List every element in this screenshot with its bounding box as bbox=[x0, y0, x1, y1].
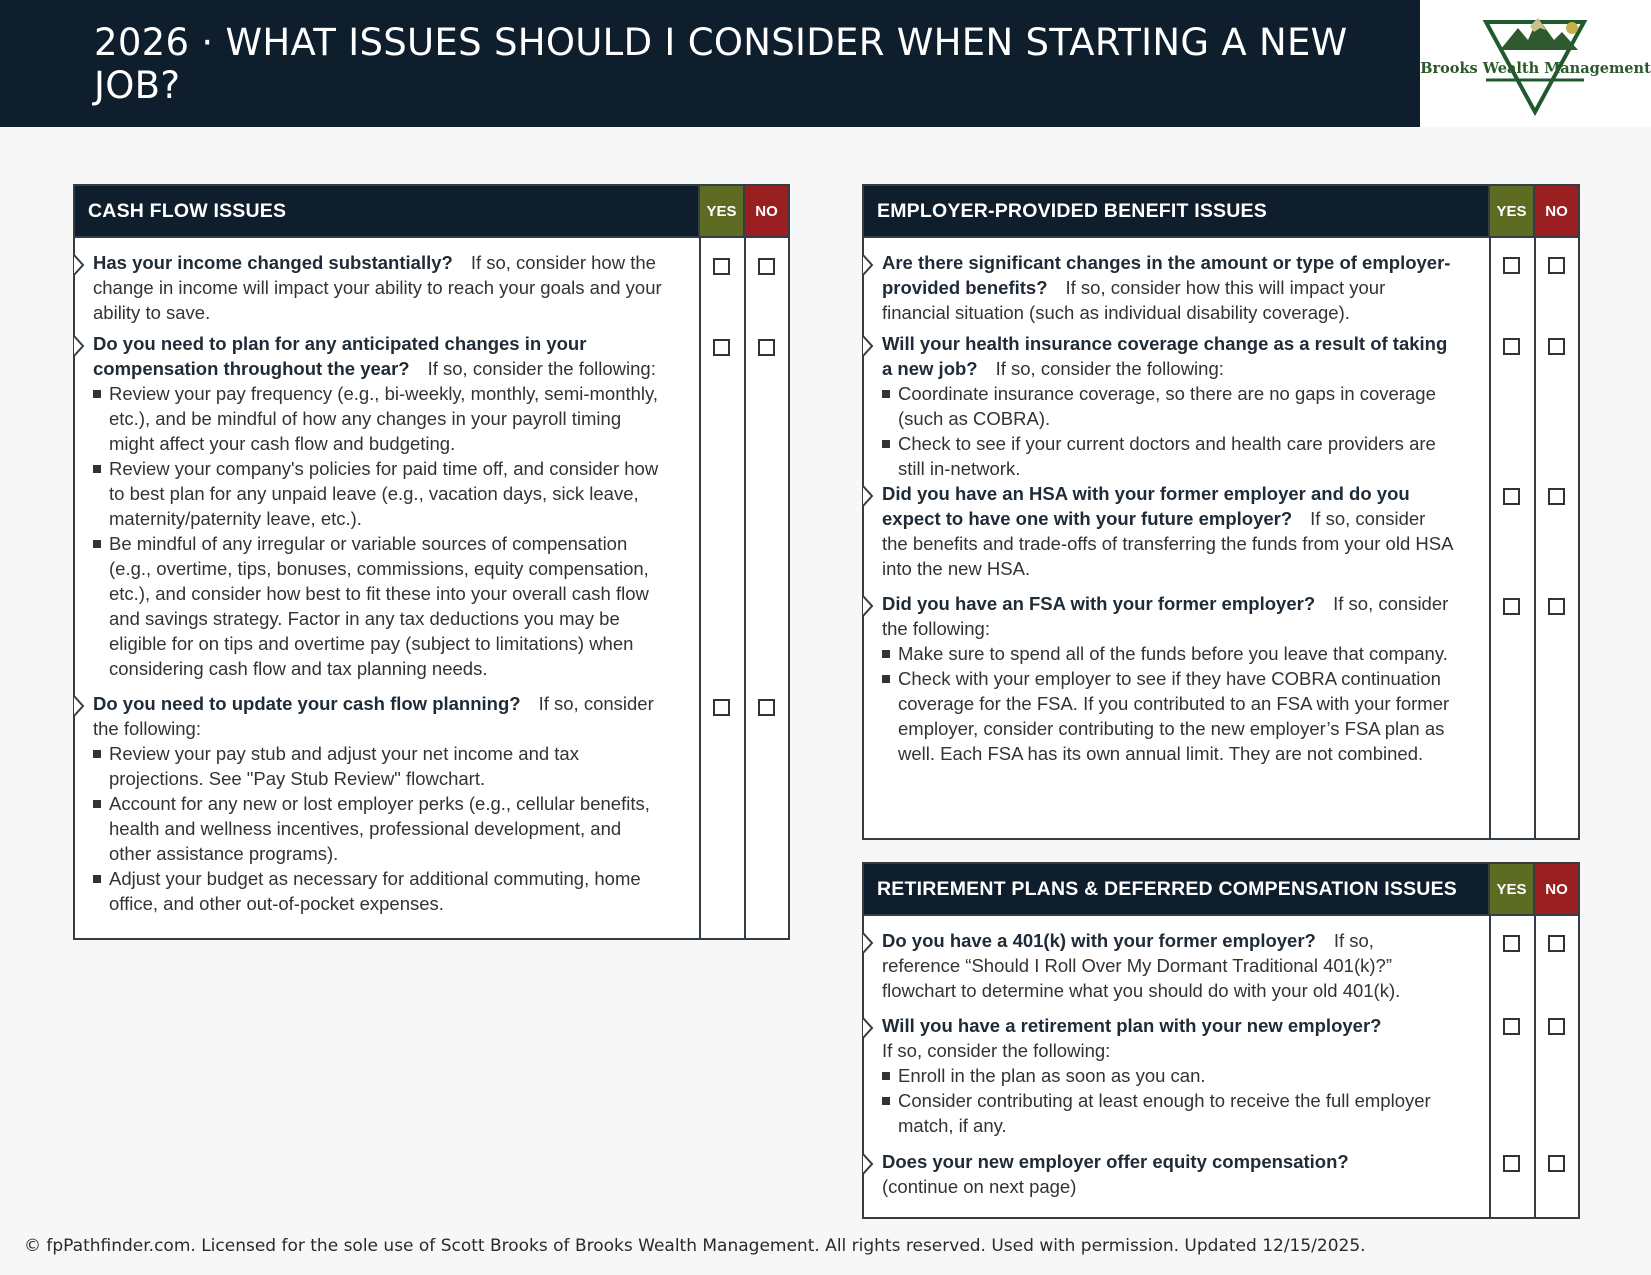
bullet-list bbox=[882, 381, 1456, 481]
bullet-list bbox=[882, 1063, 1456, 1138]
page-header bbox=[0, 0, 1420, 127]
yes-checkbox[interactable] bbox=[1503, 1018, 1520, 1035]
cash-flow-panel bbox=[73, 184, 790, 940]
yes-column-header: YES bbox=[698, 186, 743, 236]
yes-checkbox[interactable] bbox=[713, 258, 730, 275]
no-checkbox[interactable] bbox=[1548, 598, 1565, 615]
cash-flow-body bbox=[75, 238, 788, 938]
list-item: Account for any new or lost employer perks (e.g., cellular benefits, health and wellness incentives, professional development, and other assistance programs). bbox=[93, 791, 667, 866]
brand-logo bbox=[1420, 0, 1651, 127]
question-title: Does your new employer offer equity compensation? bbox=[882, 1151, 1349, 1172]
list-item: Make sure to spend all of the funds before you leave that company. bbox=[882, 641, 1456, 666]
cash-flow-header bbox=[75, 186, 788, 238]
no-checkbox[interactable] bbox=[758, 339, 775, 356]
no-checkbox[interactable] bbox=[1548, 488, 1565, 505]
cash-flow-title: CASH FLOW ISSUES bbox=[75, 186, 698, 236]
question-detail: If so, consider the benefits and trade-offs of transferring the funds from your old HSA into the new HSA. bbox=[882, 508, 1453, 579]
chevron-right-icon bbox=[73, 254, 85, 276]
chevron-right-icon bbox=[73, 335, 85, 357]
no-checkbox[interactable] bbox=[758, 699, 775, 716]
yes-checkbox[interactable] bbox=[1503, 488, 1520, 505]
chevron-right-icon bbox=[862, 1153, 874, 1175]
yes-checkbox[interactable] bbox=[1503, 1155, 1520, 1172]
no-column-header: NO bbox=[1533, 186, 1578, 236]
list-item: Adjust your budget as necessary for additional commuting, home office, and other out-of-pocket expenses. bbox=[93, 866, 667, 916]
yes-checkbox[interactable] bbox=[1503, 257, 1520, 274]
bullet-list bbox=[93, 741, 667, 916]
question-title: Did you have an FSA with your former employer? bbox=[882, 593, 1316, 614]
no-column-header: NO bbox=[1533, 864, 1578, 914]
list-item: Review your pay frequency (e.g., bi-weekly, monthly, semi-monthly, etc.), and be mindful of how any changes in your payroll timing might affect your cash flow and budgeting. bbox=[93, 381, 667, 456]
list-item: Consider contributing at least enough to receive the full employer match, if any. bbox=[882, 1088, 1456, 1138]
yes-checkbox[interactable] bbox=[1503, 598, 1520, 615]
yes-column-header: YES bbox=[1488, 864, 1533, 914]
question-title: Do you need to update your cash flow planning? bbox=[93, 693, 521, 714]
page-title: 2026 · WHAT ISSUES SHOULD I CONSIDER WHEN STARTING A NEW JOB? bbox=[94, 20, 1348, 107]
question-detail: If so, consider how the change in income will impact your ability to reach your goals and your ability to save. bbox=[93, 252, 662, 323]
yes-column-header: YES bbox=[1488, 186, 1533, 236]
chevron-right-icon bbox=[862, 932, 874, 954]
chevron-right-icon bbox=[862, 254, 874, 276]
chevron-right-icon bbox=[73, 695, 85, 717]
question-detail: If so, consider the following: bbox=[93, 693, 654, 739]
question-detail: If so, consider how this will impact your financial situation (such as individual disability coverage). bbox=[882, 277, 1386, 323]
no-column-header: NO bbox=[743, 186, 788, 236]
bullet-list bbox=[882, 641, 1456, 766]
question-title: Has your income changed substantially? bbox=[93, 252, 453, 273]
retirement-panel bbox=[862, 862, 1580, 1219]
yes-checkbox[interactable] bbox=[713, 699, 730, 716]
list-item: Enroll in the plan as soon as you can. bbox=[882, 1063, 1456, 1088]
retirement-header bbox=[864, 864, 1578, 916]
copyright-footer: © fpPathfinder.com. Licensed for the sole use of Scott Brooks of Brooks Wealth Management. All rights reserved. Used with permission. Updated 12/15/2025. bbox=[24, 1236, 1366, 1256]
question-detail: If so, consider the following: bbox=[427, 358, 656, 379]
list-item: Coordinate insurance coverage, so there are no gaps in coverage (such as COBRA). bbox=[882, 381, 1456, 431]
no-checkbox[interactable] bbox=[1548, 935, 1565, 952]
no-checkbox[interactable] bbox=[1548, 1018, 1565, 1035]
question-detail: If so, consider the following: bbox=[882, 593, 1449, 639]
list-item: Be mindful of any irregular or variable sources of compensation (e.g., overtime, tips, bonuses, commissions, equity compensation, etc.), and consider how best to fit these into your overall cash flow and savings strategy. Factor in any tax deductions you may be eligible for on tips and overtime pay (subject to limitations) when considering cash flow and tax planning needs. bbox=[93, 531, 667, 681]
chevron-right-icon bbox=[862, 335, 874, 357]
benefits-body bbox=[864, 238, 1578, 838]
benefits-header bbox=[864, 186, 1578, 238]
benefits-panel bbox=[862, 184, 1580, 840]
no-checkbox[interactable] bbox=[1548, 338, 1565, 355]
question-title: Will your health insurance coverage change as a result of taking a new job? bbox=[882, 333, 1448, 379]
yes-checkbox[interactable] bbox=[1503, 338, 1520, 355]
list-item: Review your pay stub and adjust your net income and tax projections. See "Pay Stub Review" flowchart. bbox=[93, 741, 667, 791]
no-checkbox[interactable] bbox=[1548, 1155, 1565, 1172]
chevron-right-icon bbox=[862, 1017, 874, 1039]
chevron-right-icon bbox=[862, 595, 874, 617]
question-detail: If so, consider the following: bbox=[995, 358, 1224, 379]
retirement-title: RETIREMENT PLANS & DEFERRED COMPENSATION ISSUES bbox=[864, 864, 1488, 914]
chevron-right-icon bbox=[862, 485, 874, 507]
bullet-list bbox=[93, 381, 667, 681]
question-title: Do you need to plan for any anticipated changes in your compensation throughout the year? bbox=[93, 333, 587, 379]
list-item: Check to see if your current doctors and health care providers are still in-network. bbox=[882, 431, 1456, 481]
question-detail: (continue on next page) bbox=[882, 1176, 1077, 1197]
question-detail: If so, reference “Should I Roll Over My Dormant Traditional 401(k)?” flowchart to determine what you should do with your old 401(k). bbox=[882, 930, 1401, 1001]
yes-checkbox[interactable] bbox=[713, 339, 730, 356]
logo-text: Brooks Wealth Management bbox=[1420, 60, 1651, 77]
list-item: Check with your employer to see if they have COBRA continuation coverage for the FSA. If you contributed to an FSA with your former employer, consider contributing to the new employer’s FSA plan as well. Each FSA has its own annual limit. They are not combined. bbox=[882, 666, 1456, 766]
question-title: Did you have an HSA with your former employer and do you expect to have one with your future employer? bbox=[882, 483, 1410, 529]
benefits-title: EMPLOYER-PROVIDED BENEFIT ISSUES bbox=[864, 186, 1488, 236]
yes-checkbox[interactable] bbox=[1503, 935, 1520, 952]
no-checkbox[interactable] bbox=[758, 258, 775, 275]
retirement-body bbox=[864, 916, 1578, 1217]
list-item: Review your company's policies for paid time off, and consider how to best plan for any unpaid leave (e.g., vacation days, sick leave, maternity/paternity leave, etc.). bbox=[93, 456, 667, 531]
question-title: Will you have a retirement plan with your new employer? bbox=[882, 1015, 1382, 1036]
no-checkbox[interactable] bbox=[1548, 257, 1565, 274]
question-title: Are there significant changes in the amount or type of employer-provided benefits? bbox=[882, 252, 1451, 298]
question-title: Do you have a 401(k) with your former employer? bbox=[882, 930, 1316, 951]
question-detail: If so, consider the following: bbox=[882, 1040, 1111, 1061]
